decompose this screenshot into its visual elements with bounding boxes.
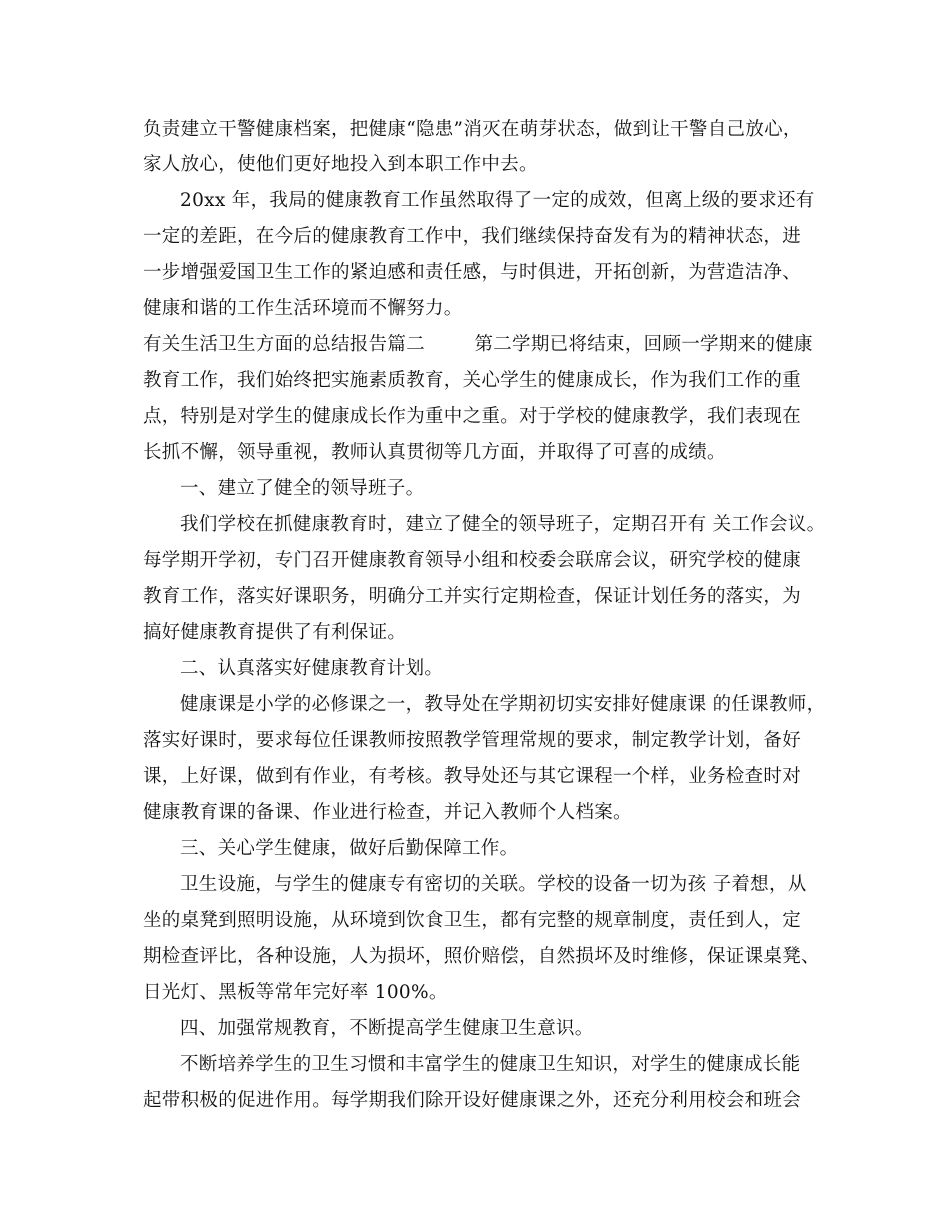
text-line: 不断培养学生的卫生习惯和丰富学生的健康卫生知识，对学生的健康成长能: [180, 1054, 801, 1075]
heading-line: 三、关心学生健康，做好后勤保障工作。: [180, 838, 519, 859]
text-line: 负责建立干警健康档案，把健康“隐患”消灭在萌芽状态，做到让干警自己放心，: [143, 119, 802, 140]
text-line: 家人放心，使他们更好地投入到本职工作中去。: [143, 154, 538, 175]
text-line: 日光灯、黑板等常年完好率 100%。: [143, 982, 448, 1003]
text-line: 搞好健康教育提供了有利保证。: [143, 622, 407, 643]
heading-line: 四、加强常规教育，不断提高学生健康卫生意识。: [180, 1018, 594, 1039]
text-line: 我们学校在抓健康教育时，建立了健全的领导班子，定期召开有 关工作会议。: [180, 514, 826, 535]
text-line: 卫生设施，与学生的健康专有密切的关联。学校的设备一切为孩 子着想，从: [180, 874, 807, 895]
text-line: 长抓不懈，领导重视，教师认真贯彻等几方面，并取得了可喜的成绩。: [143, 442, 726, 463]
text-line: 一步增强爱国卫生工作的紧迫感和责任感，与时俱进，开拓创新，为营造洁净、: [143, 262, 802, 283]
text-line: 点，特别是对学生的健康成长作为重中之重。对于学校的健康教学，我们表现在: [143, 406, 802, 427]
text-line: 课，上好课，做到有作业，有考核。教导处还与其它课程一个样，业务检查时对: [143, 766, 802, 787]
text-line: 落实好课时，要求每位任课教师按照教学管理常规的要求，制定教学计划，备好: [143, 730, 802, 751]
text-line: 期检查评比，各种设施，人为损坏，照价赔偿，自然损坏及时维修，保证课桌凳、: [143, 946, 820, 967]
text-line: 健康教育课的备课、作业进行检查，并记入教师个人档案。: [143, 802, 632, 823]
text-line: 健康和谐的工作生活环境而不懈努力。: [143, 298, 463, 319]
text-line: 坐的桌凳到照明设施，从环境到饮食卫生，都有完整的规章制度，责任到人，定: [143, 910, 802, 931]
text-line: 健康课是小学的必修课之一，教导处在学期初切实安排好健康课 的任课教师，: [180, 694, 826, 715]
heading-line: 一、建立了健全的领导班子。: [180, 478, 425, 499]
text-line: 教育工作，落实好课职务，明确分工并实行定期检查，保证计划任务的落实，为: [143, 586, 802, 607]
section-title-line: 有关生活卫生方面的总结报告篇二 第二学期已将结束，回顾一学期来的健康: [143, 334, 813, 355]
text-line: 起带积极的促进作用。每学期我们除开设好健康课之外，还充分利用校会和班会: [143, 1090, 802, 1111]
text-line: 教育工作，我们始终把实施素质教育，关心学生的健康成长，作为我们工作的重: [143, 370, 802, 391]
text-line: 每学期开学初，专门召开健康教育领导小组和校委会联席会议，研究学校的健康: [143, 550, 802, 571]
heading-line: 二、认真落实好健康教育计划。: [180, 658, 444, 679]
text-line: 一定的差距，在今后的健康教育工作中，我们继续保持奋发有为的精神状态，进: [143, 226, 802, 247]
text-line: 20xx 年，我局的健康教育工作虽然取得了一定的成效，但离上级的要求还有: [180, 190, 815, 211]
